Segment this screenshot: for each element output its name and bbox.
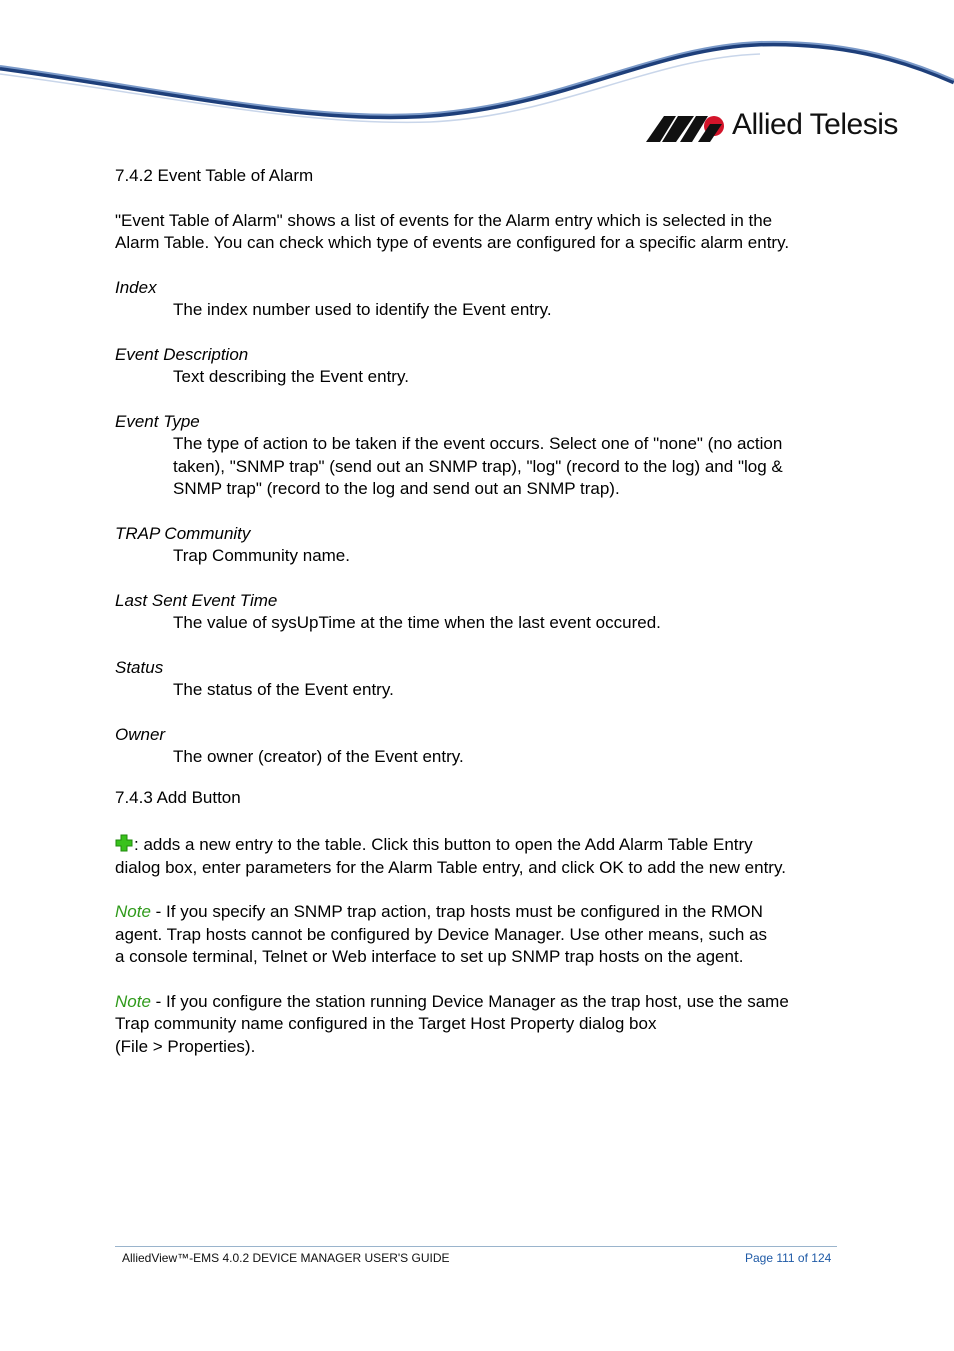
note-text: agent. Trap hosts cannot be configured by Device Manager. Use other means, such as: [115, 924, 768, 944]
add-description-line: : adds a new entry to the table. Click this button to open the Add Alarm Table Entry: [134, 835, 753, 854]
term-index: Index: [115, 277, 157, 297]
section-heading-743: 7.4.3 Add Button: [115, 787, 241, 807]
note-text: (File > Properties).: [115, 1036, 256, 1056]
note-text: a console terminal, Telnet or Web interface to set up SNMP trap hosts on the agent.: [115, 947, 744, 966]
def-event-type: taken), "SNMP trap" (send out an SNMP trap), "log" (record to the log) and "log &: [173, 456, 783, 476]
def-last-sent-event-time: The value of sysUpTime at the time when the last event occured.: [173, 613, 661, 632]
def-event-description: Text describing the Event entry.: [173, 367, 409, 386]
footer-divider: [115, 1246, 837, 1247]
def-status: The status of the Event entry.: [173, 680, 394, 699]
footer-title: AlliedView™-EMS 4.0.2 DEVICE MANAGER USER'S GUIDE: [122, 1251, 450, 1265]
logo-mark-icon: [646, 112, 726, 146]
def-trap-community: Trap Community name.: [173, 546, 350, 565]
note-2: [115, 991, 845, 1014]
note-text: - If you specify an SNMP trap action, trap hosts must be configured in the RMON: [150, 902, 763, 921]
note-text: - If you configure the station running Device Manager as the trap host, use the same: [150, 991, 789, 1011]
def-event-type: SNMP trap" (record to the log and send out an SNMP trap).: [173, 479, 620, 498]
add-description-line: dialog box, enter parameters for the Alarm Table entry, and click OK to add the new entry.: [115, 857, 786, 877]
term-event-description: Event Description: [115, 344, 249, 364]
allied-telesis-logo: [646, 108, 906, 148]
def-owner: The owner (creator) of the Event entry.: [173, 747, 464, 766]
def-event-type: The type of action to be taken if the event occurs. Select one of "none" (no action: [173, 434, 783, 453]
note-text: Trap community name configured in the Target Host Property dialog box: [115, 1014, 657, 1033]
term-trap-community: TRAP Community: [115, 523, 251, 543]
intro-line: Alarm Table. You can check which type of events are configured for a specific alarm entry.: [115, 233, 790, 252]
intro-line: "Event Table of Alarm" shows a list of events for the Alarm entry which is selected in the: [115, 210, 773, 230]
term-event-type: Event Type: [115, 411, 200, 431]
section-heading-742: 7.4.2 Event Table of Alarm: [115, 166, 314, 185]
footer-page-number: Page 111 of 124: [745, 1251, 832, 1265]
term-last-sent-event-time: Last Sent Event Time: [115, 590, 278, 610]
def-index: The index number used to identify the Event entry.: [173, 300, 552, 319]
logo-text: Allied Telesis: [732, 108, 898, 141]
note-label: Note: [115, 991, 151, 1011]
page-content: [115, 165, 845, 1058]
note-1: [115, 901, 845, 924]
note-label: Note: [115, 902, 151, 921]
add-description: [115, 834, 845, 857]
term-owner: Owner: [115, 724, 166, 744]
add-plus-icon: [115, 834, 133, 852]
term-status: Status: [115, 657, 164, 677]
